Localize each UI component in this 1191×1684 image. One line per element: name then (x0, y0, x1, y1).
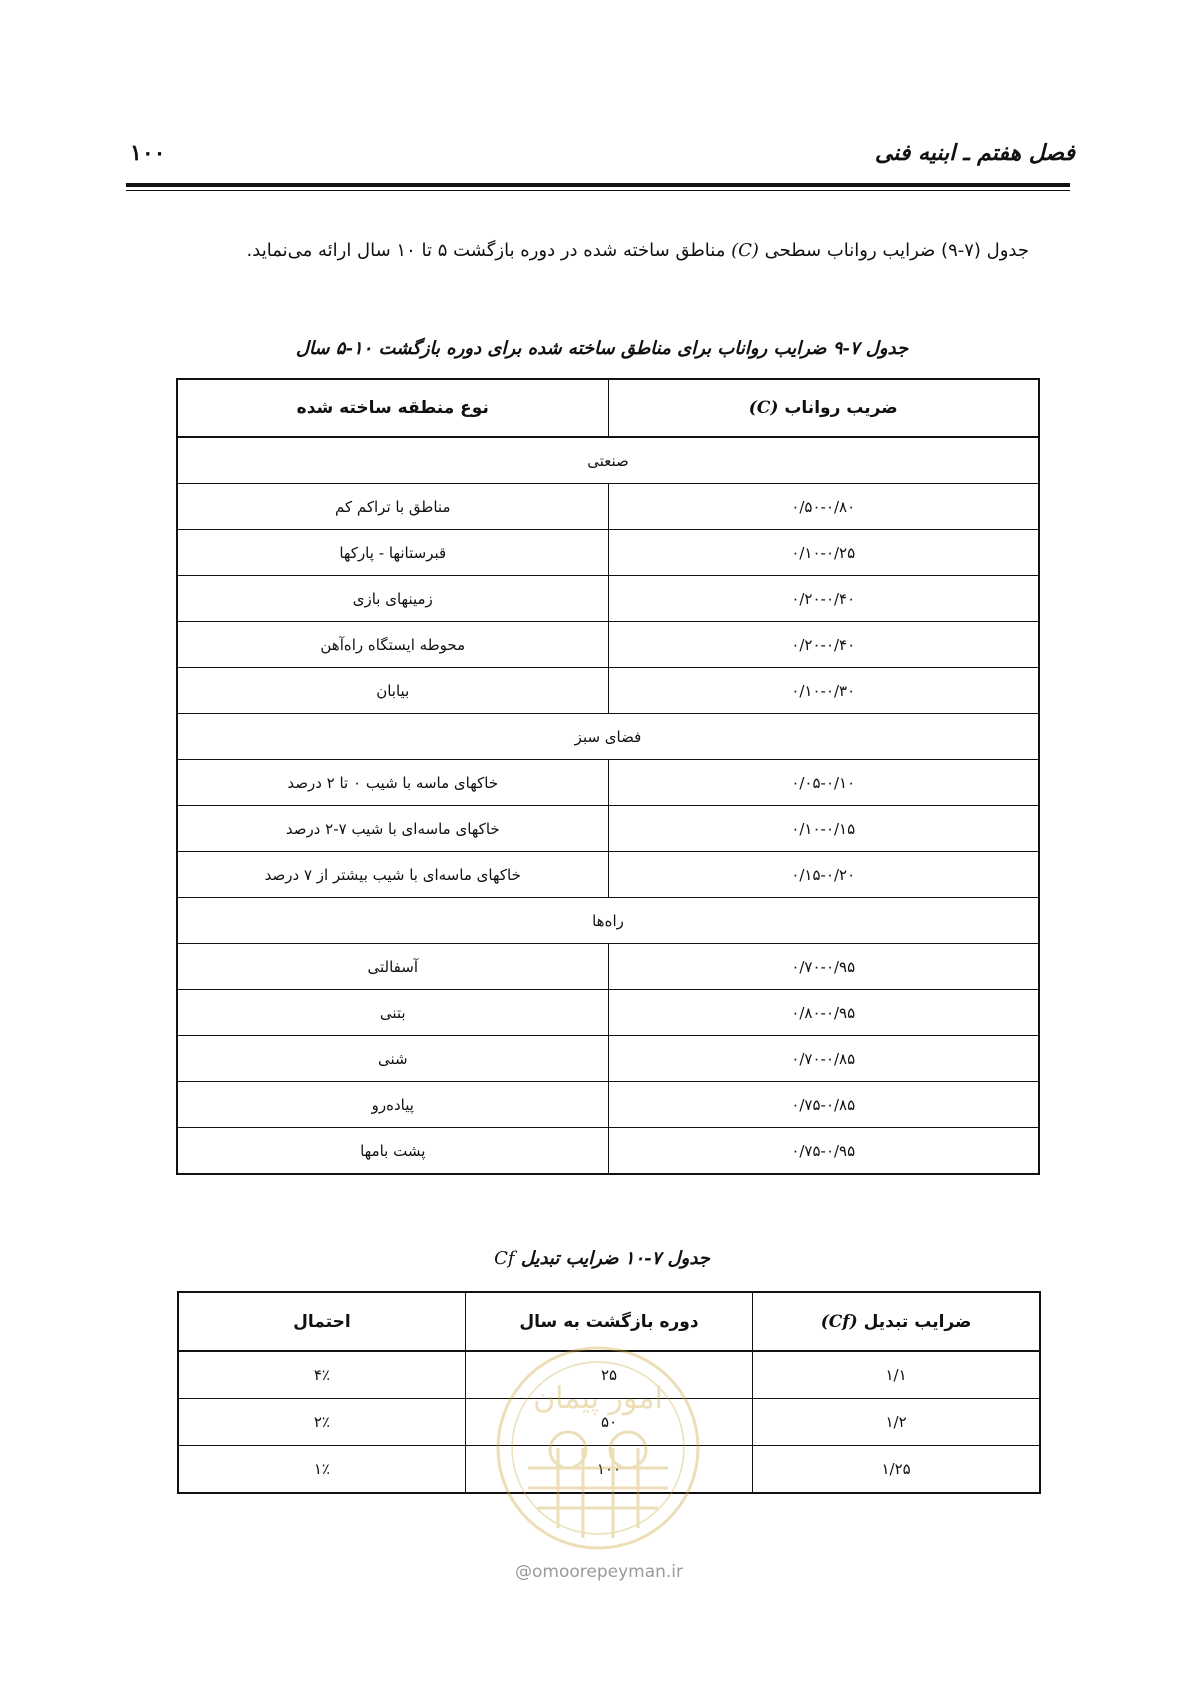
probability-cell: ۴٪ (178, 1351, 465, 1399)
area-cell: شنی (177, 1036, 608, 1082)
table-row (177, 530, 1039, 576)
factor-cell: ۱/۲۵ (753, 1446, 1040, 1494)
chapter-title: فصل هفتم ـ ابنیه فنی (874, 140, 1075, 166)
table1-caption: جدول ۷-۹ ضرایب رواناب برای مناطق ساخته شده برای دوره بازگشت ۱۰-۵ سال (295, 338, 909, 359)
header-rule-thin (126, 190, 1070, 191)
probability-cell: ۱٪ (178, 1446, 465, 1494)
table-row (177, 944, 1039, 990)
return-period-header: دوره بازگشت به سال (465, 1292, 752, 1351)
page-number: ۱۰۰ (130, 140, 166, 166)
return-period-cell: ۲۵ (465, 1351, 752, 1399)
area-cell: خاکهای ماسه با شیب ۰ تا ۲ درصد (177, 760, 608, 806)
table-row (177, 1128, 1039, 1175)
intro-symbol: (C) (731, 240, 759, 261)
area-cell: محوطه ایستگاه راه‌آهن (177, 622, 608, 668)
coefficient-cell: ۰/۷۵-۰/۹۵ (608, 1128, 1039, 1175)
area-cell: زمینهای بازی (177, 576, 608, 622)
return-period-cell: ۱۰۰ (465, 1446, 752, 1494)
probability-header: احتمال (178, 1292, 465, 1351)
section-row (177, 437, 1039, 484)
coefficient-cell: ۰/۱۰-۰/۱۵ (608, 806, 1039, 852)
table-row (178, 1351, 1040, 1399)
area-cell: پشت بامها (177, 1128, 608, 1175)
table-row (177, 806, 1039, 852)
table-row (177, 576, 1039, 622)
coefficient-cell: ۰/۱۰-۰/۳۰ (608, 668, 1039, 714)
table2-header-row (178, 1292, 1040, 1351)
intro-text-before: جدول (۷-۹) ضرایب رواناب سطحی (764, 240, 1029, 261)
table-row (178, 1446, 1040, 1494)
coefficient-cell: ۰/۱۵-۰/۲۰ (608, 852, 1039, 898)
table1-header-row (177, 379, 1039, 437)
table-row (177, 622, 1039, 668)
coefficient-cell: ۰/۱۰-۰/۲۵ (608, 530, 1039, 576)
area-cell: بیابان (177, 668, 608, 714)
probability-cell: ۲٪ (178, 1399, 465, 1446)
table-row (177, 990, 1039, 1036)
runoff-coefficient-table (176, 378, 1040, 1175)
area-cell: پیاده‌رو (177, 1082, 608, 1128)
section-row (177, 714, 1039, 760)
coefficient-cell: ۰/۵۰-۰/۸۰ (608, 484, 1039, 530)
factor-cell: ۱/۱ (753, 1351, 1040, 1399)
section-title: راه‌ها (177, 898, 1039, 944)
table-row (177, 852, 1039, 898)
table2-body (178, 1351, 1040, 1493)
area-cell: خاکهای ماسه‌ای با شیب بیشتر از ۷ درصد (177, 852, 608, 898)
factor-cell: ۱/۲ (753, 1399, 1040, 1446)
coefficient-cell: ۰/۰۵-۰/۱۰ (608, 760, 1039, 806)
watermark-text: @omoorepeyman.ir (514, 1562, 684, 1582)
area-cell: خاکهای ماسه‌ای با شیب ۷-۲ درصد (177, 806, 608, 852)
coefficient-cell: ۰/۷۰-۰/۸۵ (608, 1036, 1039, 1082)
coefficient-cell: ۰/۸۰-۰/۹۵ (608, 990, 1039, 1036)
table-row (178, 1399, 1040, 1446)
header-rule-thick (126, 183, 1070, 187)
coefficient-cell: ۰/۲۰-۰/۴۰ (608, 622, 1039, 668)
area-cell: آسفالتی (177, 944, 608, 990)
conversion-factor-table (177, 1291, 1041, 1494)
area-cell: مناطق با تراکم کم (177, 484, 608, 530)
coefficient-cell: ۰/۷۰-۰/۹۵ (608, 944, 1039, 990)
section-title: فضای سبز (177, 714, 1039, 760)
coefficient-cell: ۰/۷۵-۰/۸۵ (608, 1082, 1039, 1128)
factor-header: ضرایب تبدیل (Cf) (753, 1292, 1040, 1351)
intro-paragraph (129, 240, 1029, 261)
intro-text-after: مناطق ساخته شده در دوره بازگشت ۵ تا ۱۰ سال ارائه می‌نماید. (246, 240, 726, 261)
section-row (177, 898, 1039, 944)
table2-caption: جدول ۷-۱۰ ضرایب تبدیل Cf (494, 1248, 710, 1269)
table-row (177, 760, 1039, 806)
table-row (177, 1082, 1039, 1128)
table1-body (177, 437, 1039, 1174)
coefficient-cell: ۰/۲۰-۰/۴۰ (608, 576, 1039, 622)
area-type-header: نوع منطقه ساخته شده (177, 379, 608, 437)
svg-text:امور پیمان: امور پیمان (533, 1381, 663, 1416)
area-cell: قبرستانها - پارکها (177, 530, 608, 576)
return-period-cell: ۵۰ (465, 1399, 752, 1446)
table-row (177, 484, 1039, 530)
section-title: صنعتی (177, 437, 1039, 484)
table-row (177, 1036, 1039, 1082)
coefficient-header: ضریب رواناب (C) (608, 379, 1039, 437)
table-row (177, 668, 1039, 714)
area-cell: بتنی (177, 990, 608, 1036)
